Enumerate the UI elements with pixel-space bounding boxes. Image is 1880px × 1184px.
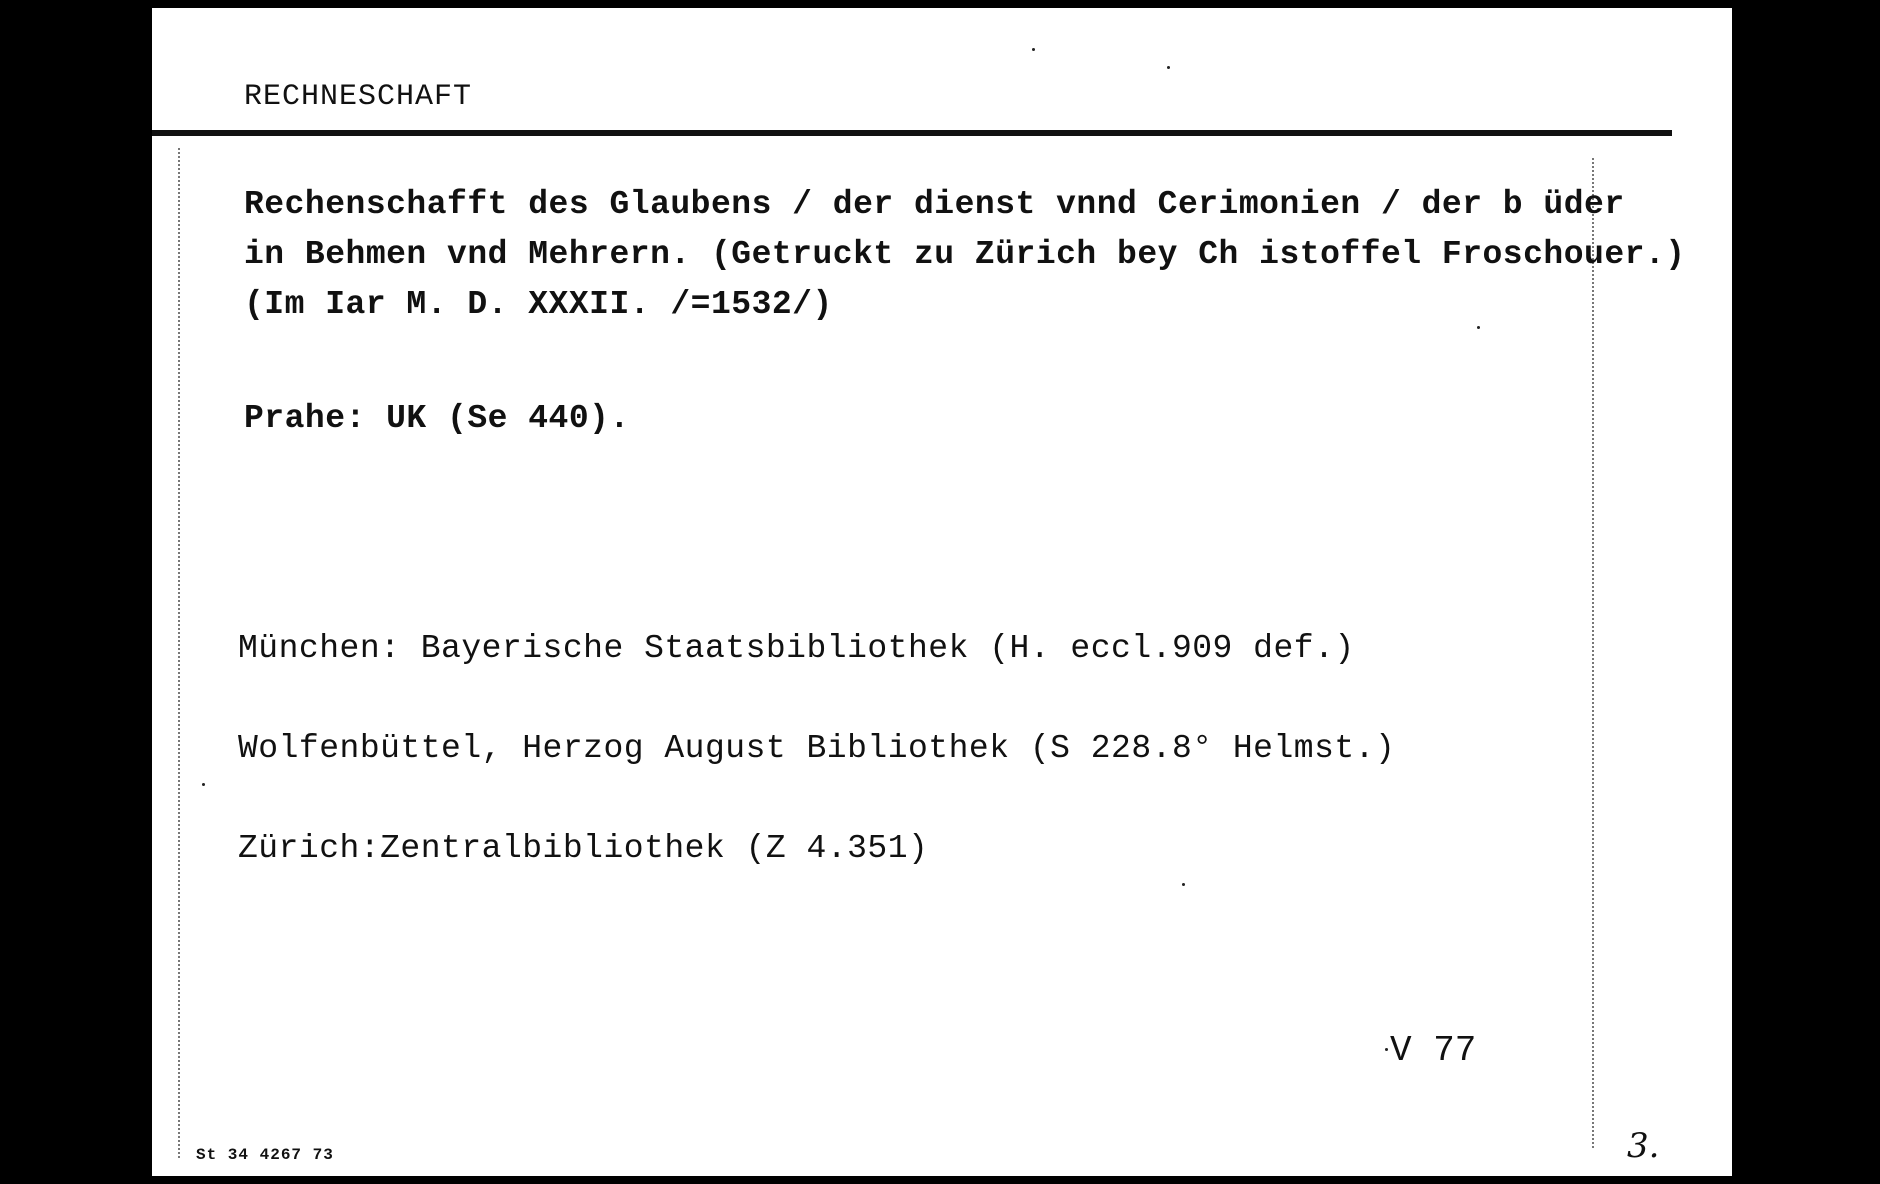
holding-munich: München: Bayerische Staatsbibliothek (H. eccl.909 def.): [238, 630, 1355, 667]
heading-rule: [152, 130, 1672, 136]
holding-zurich: Zürich:Zentralbibliothek (Z 4.351): [238, 830, 929, 867]
catalog-card: [152, 8, 1732, 1176]
holding-wolfenbuettel: Wolfenbüttel, Herzog August Bibliothek (S 228.8° Helmst.): [238, 730, 1396, 767]
speck: [1477, 326, 1480, 329]
footer-code: St 34 4267 73: [196, 1146, 334, 1164]
speck: [1032, 48, 1035, 51]
card-heading: RECHNESCHAFT: [244, 80, 473, 114]
holding-prague: Prahe: UK (Se 440).: [244, 400, 630, 437]
call-number: V 77: [1390, 1030, 1477, 1071]
speck: [1182, 883, 1185, 886]
handwritten-mark: 3.: [1627, 1126, 1660, 1166]
title-line-3: (Im Iar M. D. XXXII. /=1532/): [244, 286, 833, 323]
right-margin-line: [1592, 158, 1594, 1148]
title-line-2: in Behmen vnd Mehrern. (Getruckt zu Zürich bey Ch istoffel Froschouer.): [244, 236, 1686, 273]
title-line-1: Rechenschafft des Glaubens / der dienst vnnd Cerimonien / der b üder: [244, 186, 1625, 223]
speck: [202, 783, 205, 786]
speck: [1385, 1048, 1388, 1051]
speck: [1167, 66, 1170, 69]
left-margin-line: [178, 148, 180, 1158]
